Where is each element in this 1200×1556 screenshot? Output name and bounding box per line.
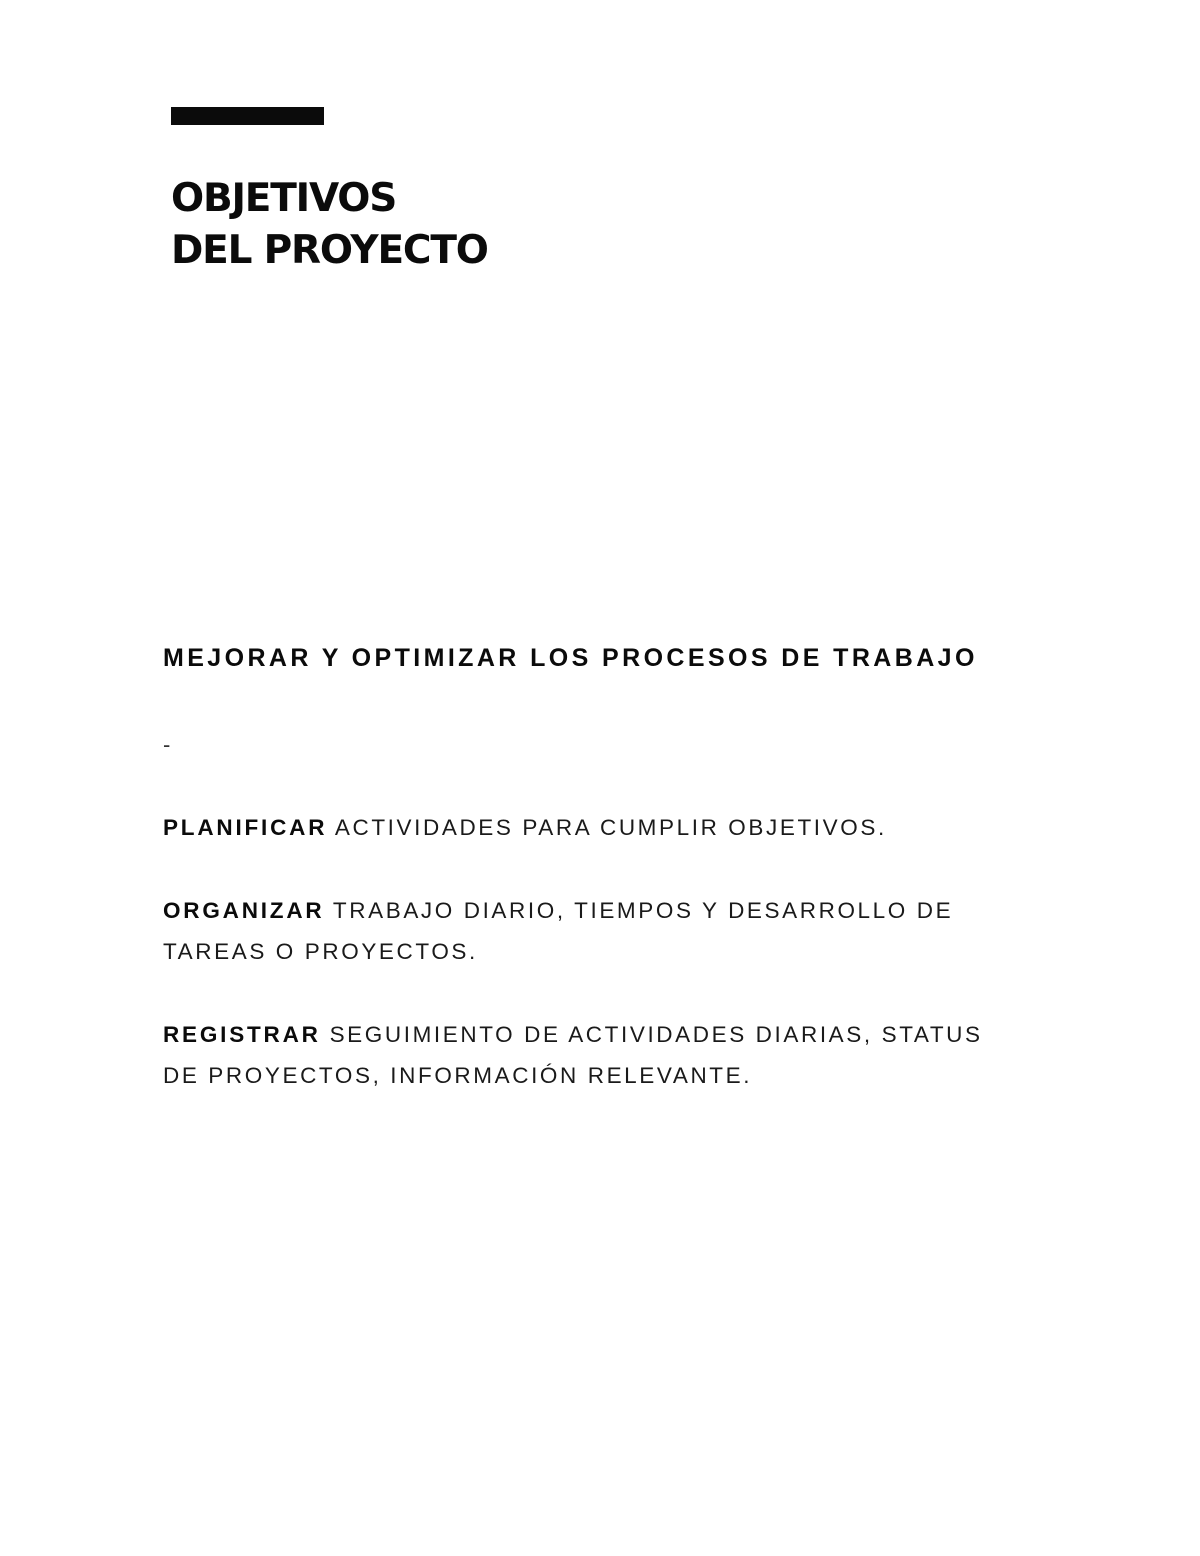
objective-keyword: PLANIFICAR: [163, 815, 328, 840]
page-title-line-2: DEL PROYECTO: [171, 228, 488, 273]
section-subtitle: MEJORAR Y OPTIMIZAR LOS PROCESOS DE TRABAJO: [163, 644, 978, 672]
page-title-line-1: OBJETIVOS: [171, 176, 397, 221]
objective-item-organizar: [163, 890, 1023, 972]
separator-dash: -: [163, 732, 171, 757]
objective-text: ACTIVIDADES PARA CUMPLIR OBJETIVOS.: [334, 815, 887, 840]
objective-text: SEGUIMIENTO DE ACTIVIDADES DIARIAS, STATUS DE PROYECTOS, INFORMACIÓN RELEVANTE.: [163, 1022, 983, 1088]
objective-keyword: REGISTRAR: [163, 1022, 321, 1047]
objective-keyword: ORGANIZAR: [163, 898, 325, 923]
objective-text: TRABAJO DIARIO, TIEMPOS Y DESARROLLO DE TAREAS O PROYECTOS.: [163, 898, 954, 964]
title-accent-bar: [171, 107, 324, 125]
page-title: [171, 173, 488, 277]
objective-item-registrar: [163, 1014, 1023, 1096]
objective-item-planificar: [163, 807, 1023, 848]
